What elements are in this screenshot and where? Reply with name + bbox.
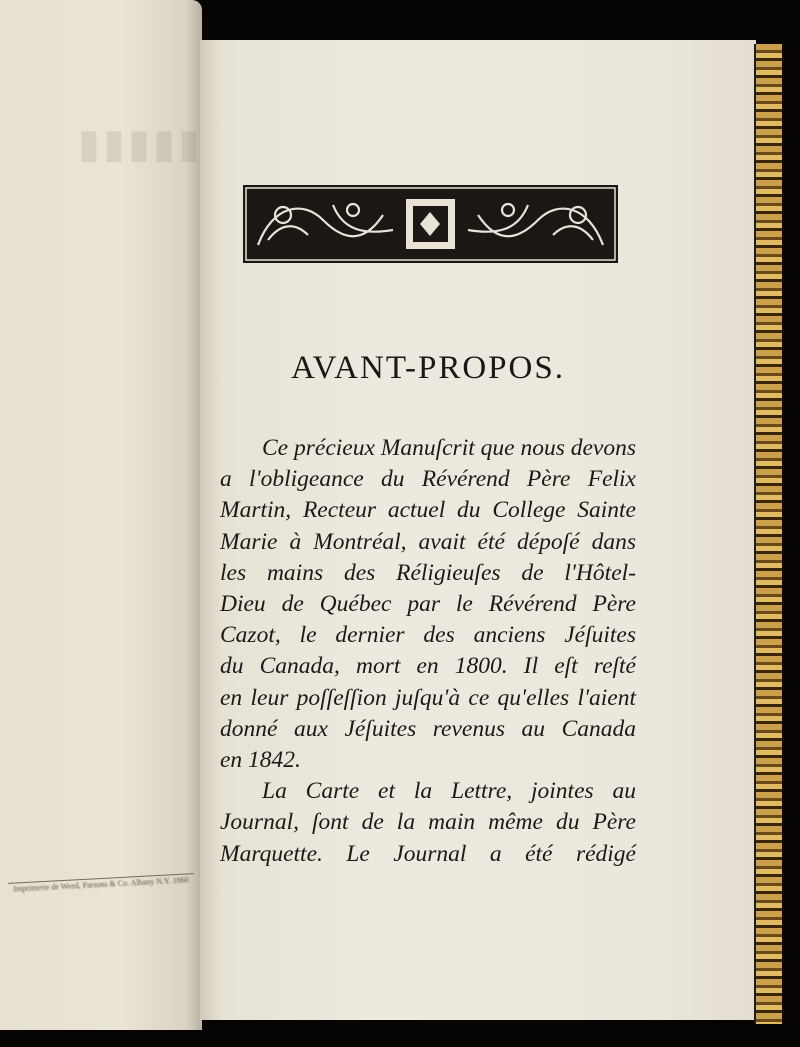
imprint-text: Imprimerie de Weed, Parsons & Co. Albany N.Y. 1860 (13, 875, 189, 894)
bleed-through-decoration: ▮▮▮▮▮ (74, 121, 200, 166)
text-line: du Canada, mort en 1800. Il eſt reſté (220, 653, 636, 680)
text-line: en leur poſſeſſion juſqu'à ce qu'elles l'aient (220, 684, 636, 711)
text-line: Marquette. Le Journal a été rédigé (220, 840, 636, 867)
text-line: La Carte et la Lettre, jointes au (262, 778, 636, 805)
text-line: Ce précieux Manuſcrit que nous devons (262, 435, 636, 461)
body-text (220, 433, 636, 870)
text-line: a l'obligeance du Révérend Père Felix (220, 466, 636, 493)
text-line: les mains des Réligieuſes de l'Hôtel- (220, 559, 636, 586)
text-line: Marie à Montréal, avait été dépoſé dans (220, 528, 636, 555)
page-title: AVANT-PROPOS. (291, 350, 565, 386)
gilt-page-edge (754, 44, 782, 1024)
text-line: en 1842. (220, 747, 301, 774)
left-page (0, 0, 202, 1030)
text-line: donné aux Jéſuites revenus au Canada (220, 715, 636, 742)
text-line: Journal, ſont de la main même du Père (220, 809, 636, 836)
text-line: Dieu de Québec par le Révérend Père (220, 591, 636, 618)
text-line: Martin, Recteur actuel du College Sainte (220, 497, 636, 524)
text-line: Cazot, le dernier des anciens Jéſuites (220, 622, 636, 649)
ornamental-headpiece-icon (243, 185, 618, 263)
